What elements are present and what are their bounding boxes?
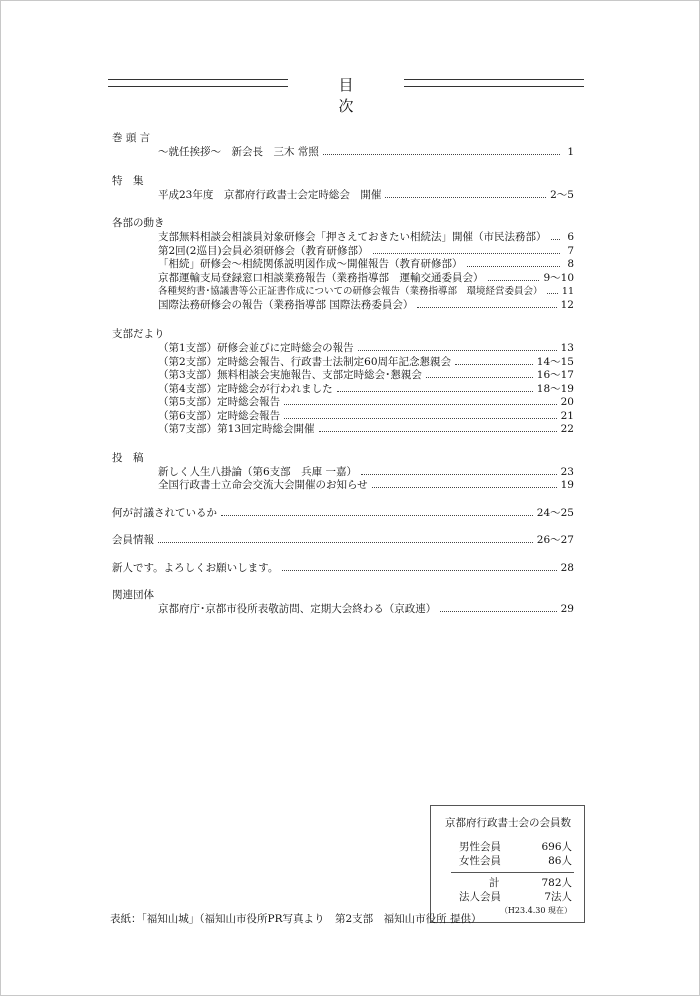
leader-dots — [284, 395, 556, 405]
toc-entry[interactable] — [112, 395, 574, 409]
entry-title: （第6支部）定時総会報告 — [158, 409, 281, 422]
toc-entry[interactable] — [112, 244, 574, 258]
leader-dots — [337, 382, 533, 392]
leader-dots — [373, 244, 560, 254]
entry-page: 14～15 — [536, 355, 574, 368]
entry-page: 13 — [560, 342, 574, 354]
toc-entry[interactable] — [112, 145, 574, 159]
male-members-value: 696人 — [541, 841, 572, 853]
entry-title: 京都運輸支局登録窓口相談業務報告（業務指導部 運輸交通委員会） — [158, 271, 484, 284]
leader-dots — [323, 145, 560, 155]
toc-entry[interactable] — [112, 602, 574, 616]
entry-page: 28 — [560, 561, 574, 574]
leader-dots — [361, 465, 557, 475]
leader-dots — [455, 355, 533, 365]
toc-entry[interactable] — [112, 298, 574, 312]
leader-dots — [426, 368, 533, 378]
entry-title: 支部無料相談会相談員対象研修会「押さえておきたい相続法」開催（市民法務部） — [158, 231, 547, 243]
entry-page: 1 — [567, 146, 574, 158]
leader-dots — [488, 271, 540, 281]
toc-entry[interactable] — [112, 188, 574, 202]
toc-entry[interactable] — [112, 368, 574, 382]
section-feature — [112, 174, 574, 202]
entry-page: 18～19 — [536, 382, 574, 395]
leader-dots — [319, 422, 557, 432]
entry-title: 会員情報 — [112, 534, 154, 546]
toc-entry[interactable] — [112, 230, 574, 244]
leader-dots — [358, 341, 557, 351]
entry-page: 2～5 — [550, 188, 574, 201]
member-box-title: 京都府行政書士会の会員数 — [445, 817, 571, 829]
entry-page: 12 — [560, 298, 574, 311]
entry-title: 全国行政書士立命会交流大会開催のお知らせ — [158, 479, 368, 491]
leader-dots — [467, 257, 561, 267]
entry-title: （第5支部）定時総会報告 — [158, 396, 281, 408]
entry-title: 「相続」研修会～相続関係説明図作成～開催報告（教育研修部） — [158, 258, 463, 270]
entry-page: 11 — [561, 286, 574, 297]
female-members-label: 女性会員 — [459, 855, 501, 867]
entry-page: 26～27 — [536, 534, 574, 546]
total-members-label: 計 — [489, 877, 500, 889]
leader-dots — [372, 478, 557, 488]
entry-title: （第1支部）研修会並びに定時総会の報告 — [158, 342, 354, 354]
entry-title: （第4支部）定時総会が行われました — [158, 382, 333, 395]
male-members-row — [445, 840, 574, 854]
section-heading: 巻 頭 言 — [112, 132, 151, 144]
toc-entry[interactable] — [112, 271, 574, 285]
toc-entry[interactable] — [112, 355, 574, 369]
section-departments — [112, 216, 574, 311]
as-of-date-note: （H23.4.30 現在） — [499, 906, 572, 915]
entry-title: 新しく人生八掛論（第6支部 兵庫 一嘉） — [158, 465, 358, 478]
section-branch-news — [112, 327, 574, 436]
section-heading: 各部の動き — [112, 217, 165, 229]
toc-entry[interactable] — [112, 382, 574, 396]
entry-page: 22 — [560, 423, 574, 435]
entry-page: 7 — [567, 244, 574, 257]
entry-page: 8 — [567, 258, 574, 270]
toc-title: 目 次 — [338, 76, 429, 115]
toc-title-block — [108, 74, 584, 115]
toc-entry[interactable] — [112, 561, 574, 575]
female-members-row — [445, 854, 574, 868]
toc-entry[interactable] — [112, 409, 574, 423]
table-of-contents — [112, 131, 574, 616]
entry-title: 何が討議されているか — [112, 506, 217, 519]
entry-page: 16～17 — [536, 369, 574, 381]
title-rule-left — [108, 79, 288, 87]
toc-entry[interactable] — [112, 341, 574, 355]
section-heading: 支部だより — [112, 328, 165, 340]
entry-title: 各種契約書･協議書等公正証書作成についての研修会報告（業務指導部 環境経営委員会） — [158, 286, 543, 297]
entry-title: 国際法務研修会の報告（業務指導部 国際法務委員会） — [158, 298, 414, 311]
leader-dots — [282, 561, 556, 571]
entry-page: 9～10 — [543, 271, 574, 284]
toc-entry[interactable] — [112, 533, 574, 547]
entry-page: 21 — [560, 409, 574, 422]
entry-title: （第2支部）定時総会報告、行政書士法制定60周年記念懇親会 — [158, 355, 452, 368]
title-rule-right — [404, 79, 584, 87]
entry-page: 20 — [560, 396, 574, 408]
section-heading: 特 集 — [112, 174, 144, 187]
corporate-members-label: 法人会員 — [459, 891, 501, 903]
toc-entry[interactable] — [112, 422, 574, 436]
section-related-orgs — [112, 588, 574, 616]
corporate-members-value: 7法人 — [544, 891, 572, 903]
section-contributions — [112, 451, 574, 492]
female-members-value: 86人 — [548, 855, 572, 867]
entry-page: 23 — [560, 465, 574, 478]
entry-page: 19 — [560, 479, 574, 491]
toc-entry[interactable] — [112, 257, 574, 271]
male-members-label: 男性会員 — [459, 841, 501, 853]
section-heading: 投 稿 — [112, 451, 144, 464]
entry-title: （第7支部）第13回定時総会開催 — [158, 423, 315, 435]
leader-dots — [221, 506, 533, 516]
leader-dots — [551, 230, 561, 240]
toc-entry[interactable] — [112, 465, 574, 479]
entry-page: 6 — [567, 231, 574, 243]
entry-title: 平成23年度 京都府行政書士会定時総会 開催 — [158, 188, 382, 201]
leader-dots — [417, 298, 556, 308]
corporate-members-row — [445, 890, 574, 904]
total-members-row — [445, 876, 574, 890]
cover-caption: 表紙：「福知山城」（福知山市役所PR写真より 第2支部 福知山市役所 提供） — [110, 913, 482, 925]
toc-entry[interactable] — [112, 284, 574, 298]
leader-dots — [385, 188, 546, 198]
leader-dots — [158, 533, 533, 543]
entry-page: 24～25 — [536, 506, 574, 519]
section-foreword — [112, 131, 574, 159]
entry-page: 29 — [560, 603, 574, 615]
section-heading: 関連団体 — [112, 589, 154, 601]
toc-entry[interactable] — [112, 478, 574, 492]
member-count-box — [430, 805, 585, 923]
leader-dots — [284, 409, 556, 419]
entry-title: ～就任挨拶～ 新会長 三木 常照 — [158, 146, 319, 158]
total-members-value: 782人 — [541, 877, 572, 889]
entry-title: 新人です。よろしくお願いします。 — [112, 561, 279, 574]
entry-title: （第3支部）無料相談会実施報告、支部定時総会･懇親会 — [158, 369, 422, 381]
leader-dots — [440, 602, 556, 612]
entry-title: 京都府庁･京都市役所表敬訪問、定期大会終わる（京政連） — [158, 603, 437, 615]
entry-title: 第2回(2巡目)会員必須研修会（教育研修部） — [158, 244, 369, 257]
member-box-divider — [451, 872, 574, 873]
toc-entry[interactable] — [112, 506, 574, 520]
leader-dots — [547, 284, 558, 294]
